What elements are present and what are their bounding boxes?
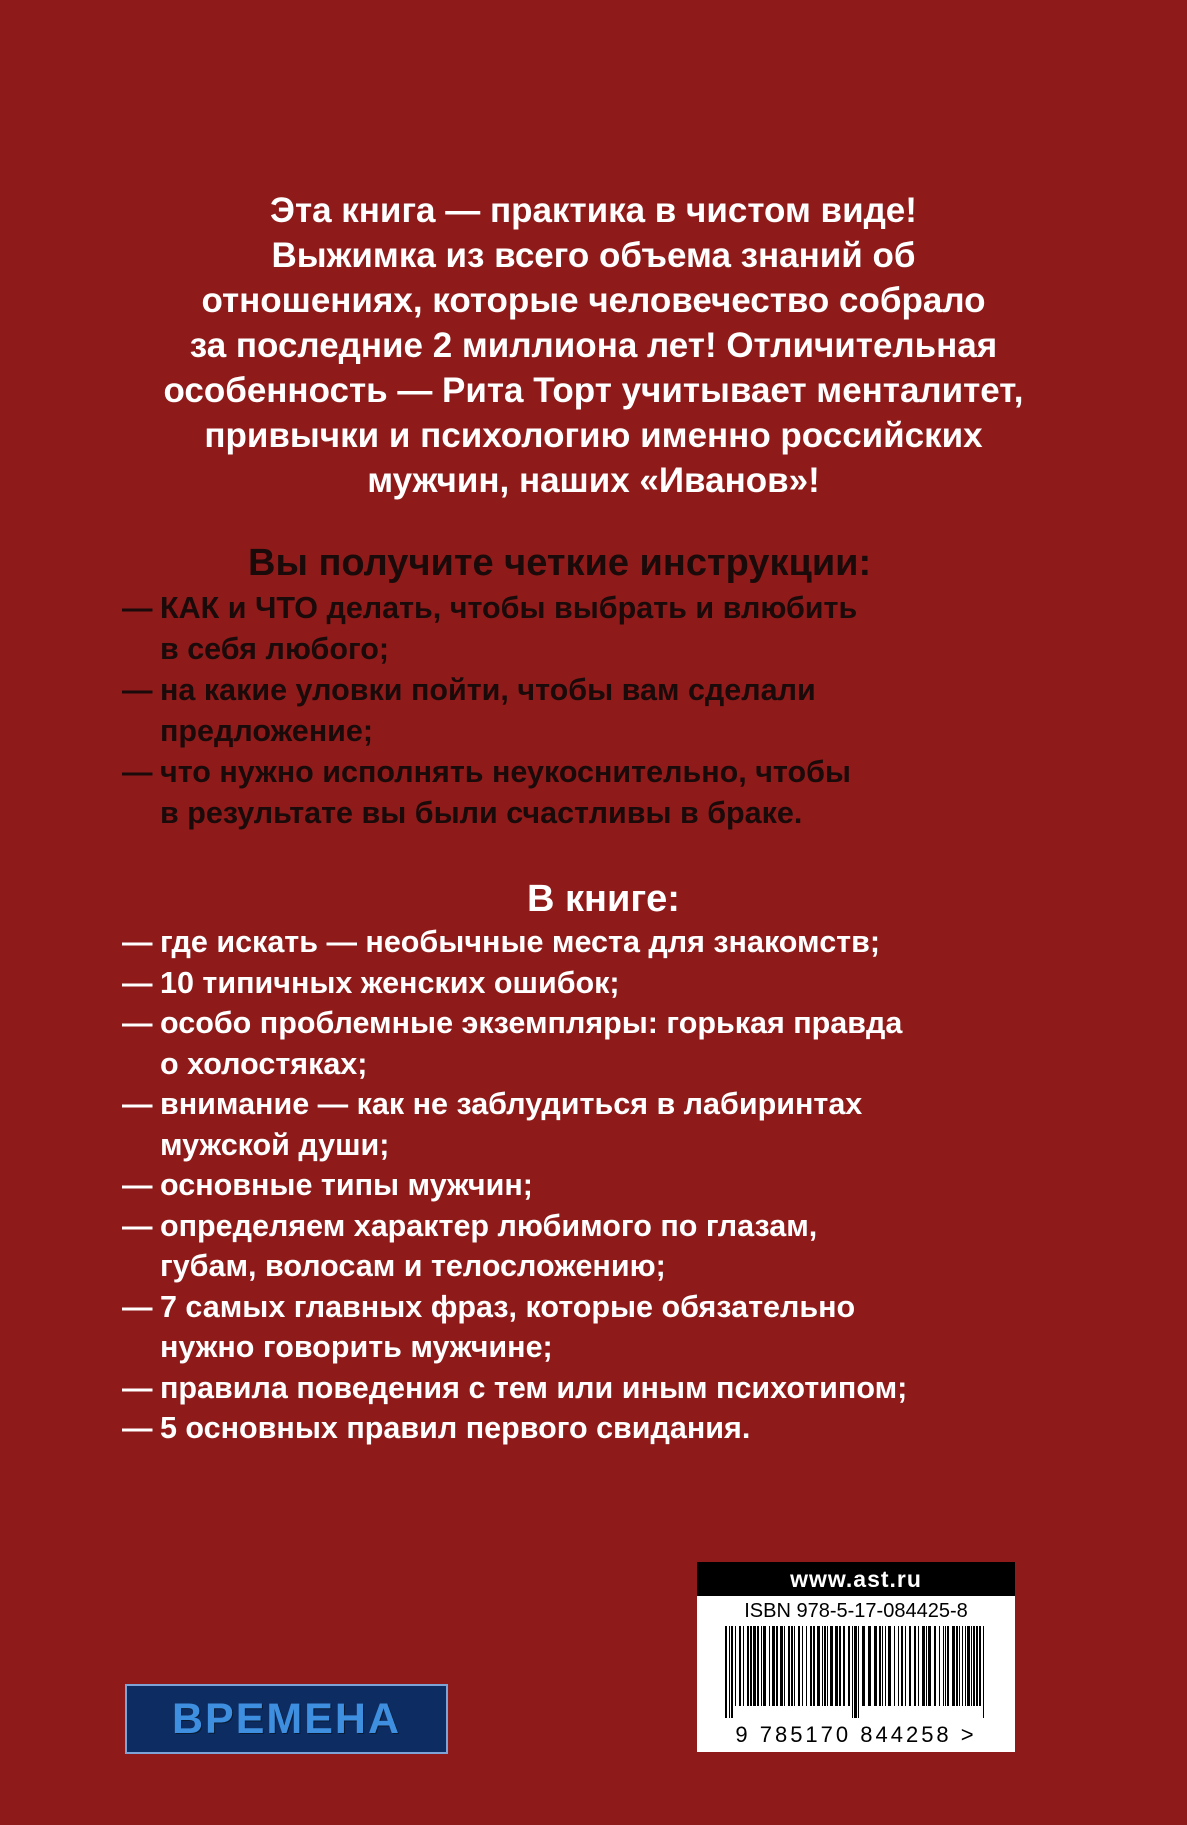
list-item-line: особо проблемные экземпляры: горькая правда: [160, 1006, 903, 1040]
barcode-bar: [928, 1626, 931, 1706]
list-item: [122, 1165, 907, 1206]
barcode-bar: [725, 1626, 727, 1718]
barcode-bar: [810, 1626, 812, 1706]
barcode-bar: [757, 1626, 759, 1706]
list-item-line: что нужно исполнять неукоснительно, чтобы: [160, 755, 851, 789]
barcode-bar: [739, 1626, 741, 1706]
list-item-line: 5 основных правил первого свидания.: [160, 1411, 751, 1445]
barcode-bar: [784, 1626, 785, 1706]
barcode-bar: [952, 1626, 955, 1706]
in-book-title: В книге:: [527, 878, 680, 920]
barcode-bar: [743, 1626, 744, 1706]
list-item-line: предложение;: [160, 713, 374, 748]
list-item-line: мужской души;: [160, 1127, 390, 1162]
barcode-bar: [965, 1626, 966, 1706]
barcode-bar: [802, 1626, 803, 1706]
barcode-bar: [926, 1626, 927, 1706]
barcode-bar: [780, 1626, 783, 1706]
barcode-bar: [983, 1626, 984, 1718]
list-item: [122, 922, 907, 963]
instructions-list: [122, 588, 857, 834]
barcode-bar: [788, 1626, 790, 1706]
barcode-bar: [905, 1626, 906, 1706]
barcode-bar: [947, 1626, 949, 1706]
barcode-bar: [967, 1626, 970, 1706]
barcode-bar: [791, 1626, 793, 1706]
list-item: [122, 752, 857, 833]
barcode-bar: [817, 1626, 820, 1706]
barcode-bar: [858, 1626, 859, 1718]
barcode-bar: [862, 1626, 865, 1706]
barcode-bar: [830, 1626, 833, 1706]
isbn-label: ISBN 978-5-17-084425-8: [744, 1599, 968, 1622]
intro-line: Эта книга — практика в чистом виде!: [270, 191, 917, 230]
barcode-bar: [934, 1626, 936, 1706]
list-item: [122, 588, 857, 669]
barcode-bar: [750, 1626, 752, 1706]
barcode-bar: [894, 1626, 895, 1706]
barcode-bar: [822, 1626, 823, 1706]
barcode-bar: [914, 1626, 916, 1706]
barcode-bar: [956, 1626, 958, 1706]
list-item-line: правила поведения с тем или иным психотипом;: [160, 1370, 908, 1405]
barcode-bar: [879, 1626, 881, 1706]
intro-line: привычки и психологию именно российских: [204, 416, 983, 455]
list-item-line: в себя любого;: [160, 631, 390, 666]
barcode-bar: [747, 1626, 749, 1706]
barcode-bar: [959, 1626, 960, 1706]
barcode-bar: [763, 1626, 766, 1706]
barcode-bar: [882, 1626, 883, 1706]
list-item-line: определяем характер любимого по глазам,: [160, 1208, 818, 1243]
barcode-digits: 9 785170 844258 >: [735, 1722, 977, 1747]
list-dash: —: [122, 1411, 153, 1445]
intro-paragraph: [100, 188, 1087, 503]
list-item-line: где искать — необычные места для знакомств;: [160, 925, 880, 959]
barcode-bar: [769, 1626, 770, 1706]
website-label: www.ast.ru: [697, 1562, 1015, 1596]
barcode-bar: [852, 1626, 853, 1718]
barcode-bar: [794, 1626, 795, 1706]
barcode-bar: [939, 1626, 940, 1706]
barcode-bar: [888, 1626, 891, 1706]
publisher-logo: [125, 1684, 448, 1754]
list-item: [122, 1003, 907, 1084]
list-dash: —: [122, 1208, 153, 1243]
list-dash: —: [122, 965, 153, 1000]
barcode-bar: [971, 1626, 972, 1706]
barcode-bar: [898, 1626, 899, 1706]
barcode-bar: [973, 1626, 975, 1706]
list-item-line: внимание — как не заблудиться в лабиринтах: [160, 1087, 863, 1121]
barcode-bar: [918, 1626, 919, 1706]
barcode-bar: [909, 1626, 911, 1706]
barcode-bar: [868, 1626, 871, 1706]
barcode-bar: [776, 1626, 778, 1706]
intro-line: Выжимка из всего объема знаний об: [271, 236, 916, 275]
list-dash: —: [122, 1370, 153, 1405]
barcode-bar: [854, 1626, 857, 1718]
barcode-bar: [901, 1626, 903, 1706]
intro-line: за последние 2 миллиона лет! Отличительная: [189, 326, 998, 365]
list-item: [122, 670, 857, 751]
barcode-bar: [843, 1626, 845, 1706]
list-dash: —: [122, 755, 153, 789]
barcode-bar: [839, 1626, 841, 1706]
barcode-bar: [798, 1626, 800, 1706]
barcode-bar: [922, 1626, 925, 1706]
barcode-bar: [979, 1626, 981, 1706]
barcode-bar: [962, 1626, 963, 1706]
list-item-line: КАК и ЧТО делать, чтобы выбрать и влюбить: [160, 591, 858, 625]
list-item-line: 7 самых главных фраз, которые обязательно: [160, 1289, 856, 1324]
barcode-bar: [761, 1626, 762, 1706]
barcode-bar: [835, 1626, 838, 1706]
barcode-bar: [827, 1626, 828, 1706]
list-item: [122, 1408, 907, 1449]
barcode-bar: [813, 1626, 815, 1706]
intro-line: мужчин, наших «Иванов»!: [367, 461, 820, 500]
list-item-line: на какие уловки пойти, чтобы вам сделали: [160, 673, 816, 707]
barcode-bar: [824, 1626, 826, 1706]
barcode-bar: [885, 1626, 886, 1706]
list-dash: —: [122, 1006, 153, 1040]
list-item: [122, 963, 907, 1004]
barcode-bar: [729, 1626, 730, 1718]
barcode-bar: [874, 1626, 877, 1706]
list-dash: —: [122, 1168, 153, 1202]
list-dash: —: [122, 591, 153, 625]
list-item: [122, 1368, 907, 1409]
list-dash: —: [122, 1087, 153, 1121]
intro-line: особенность — Рита Торт учитывает менталитет,: [163, 371, 1024, 410]
barcode-bars: [711, 1626, 1001, 1718]
list-dash: —: [122, 1289, 153, 1324]
barcode-bar: [976, 1626, 978, 1706]
barcode-bar: [806, 1626, 807, 1706]
list-item: [122, 1287, 907, 1368]
list-item: [122, 1084, 907, 1165]
list-item-line: в результате вы были счастливы в браке.: [160, 795, 803, 830]
barcode-bar: [848, 1626, 850, 1706]
in-book-list: [122, 922, 907, 1449]
list-dash: —: [122, 925, 153, 959]
list-item-line: губам, волосам и телосложению;: [160, 1249, 666, 1283]
list-item-line: нужно говорить мужчине;: [160, 1330, 553, 1364]
barcode-bar: [945, 1626, 946, 1706]
barcode-bar: [731, 1626, 733, 1718]
barcode-bar: [772, 1626, 775, 1706]
list-item-line: о холостяках;: [160, 1046, 368, 1081]
barcode-bar: [735, 1626, 736, 1706]
list-item-line: 10 типичных женских ошибок;: [160, 965, 620, 1000]
barcode-block: [697, 1562, 1015, 1752]
list-item-line: основные типы мужчин;: [160, 1168, 533, 1202]
list-item: [122, 1206, 907, 1287]
barcode-bar: [943, 1626, 944, 1706]
publisher-logo-text: ВРЕМЕНА: [171, 1694, 402, 1743]
instructions-title: Вы получите четкие инструкции:: [248, 542, 872, 584]
barcode-bar: [753, 1626, 756, 1706]
intro-line: отношениях, которые человечество собрало: [201, 281, 986, 320]
list-dash: —: [122, 673, 153, 707]
